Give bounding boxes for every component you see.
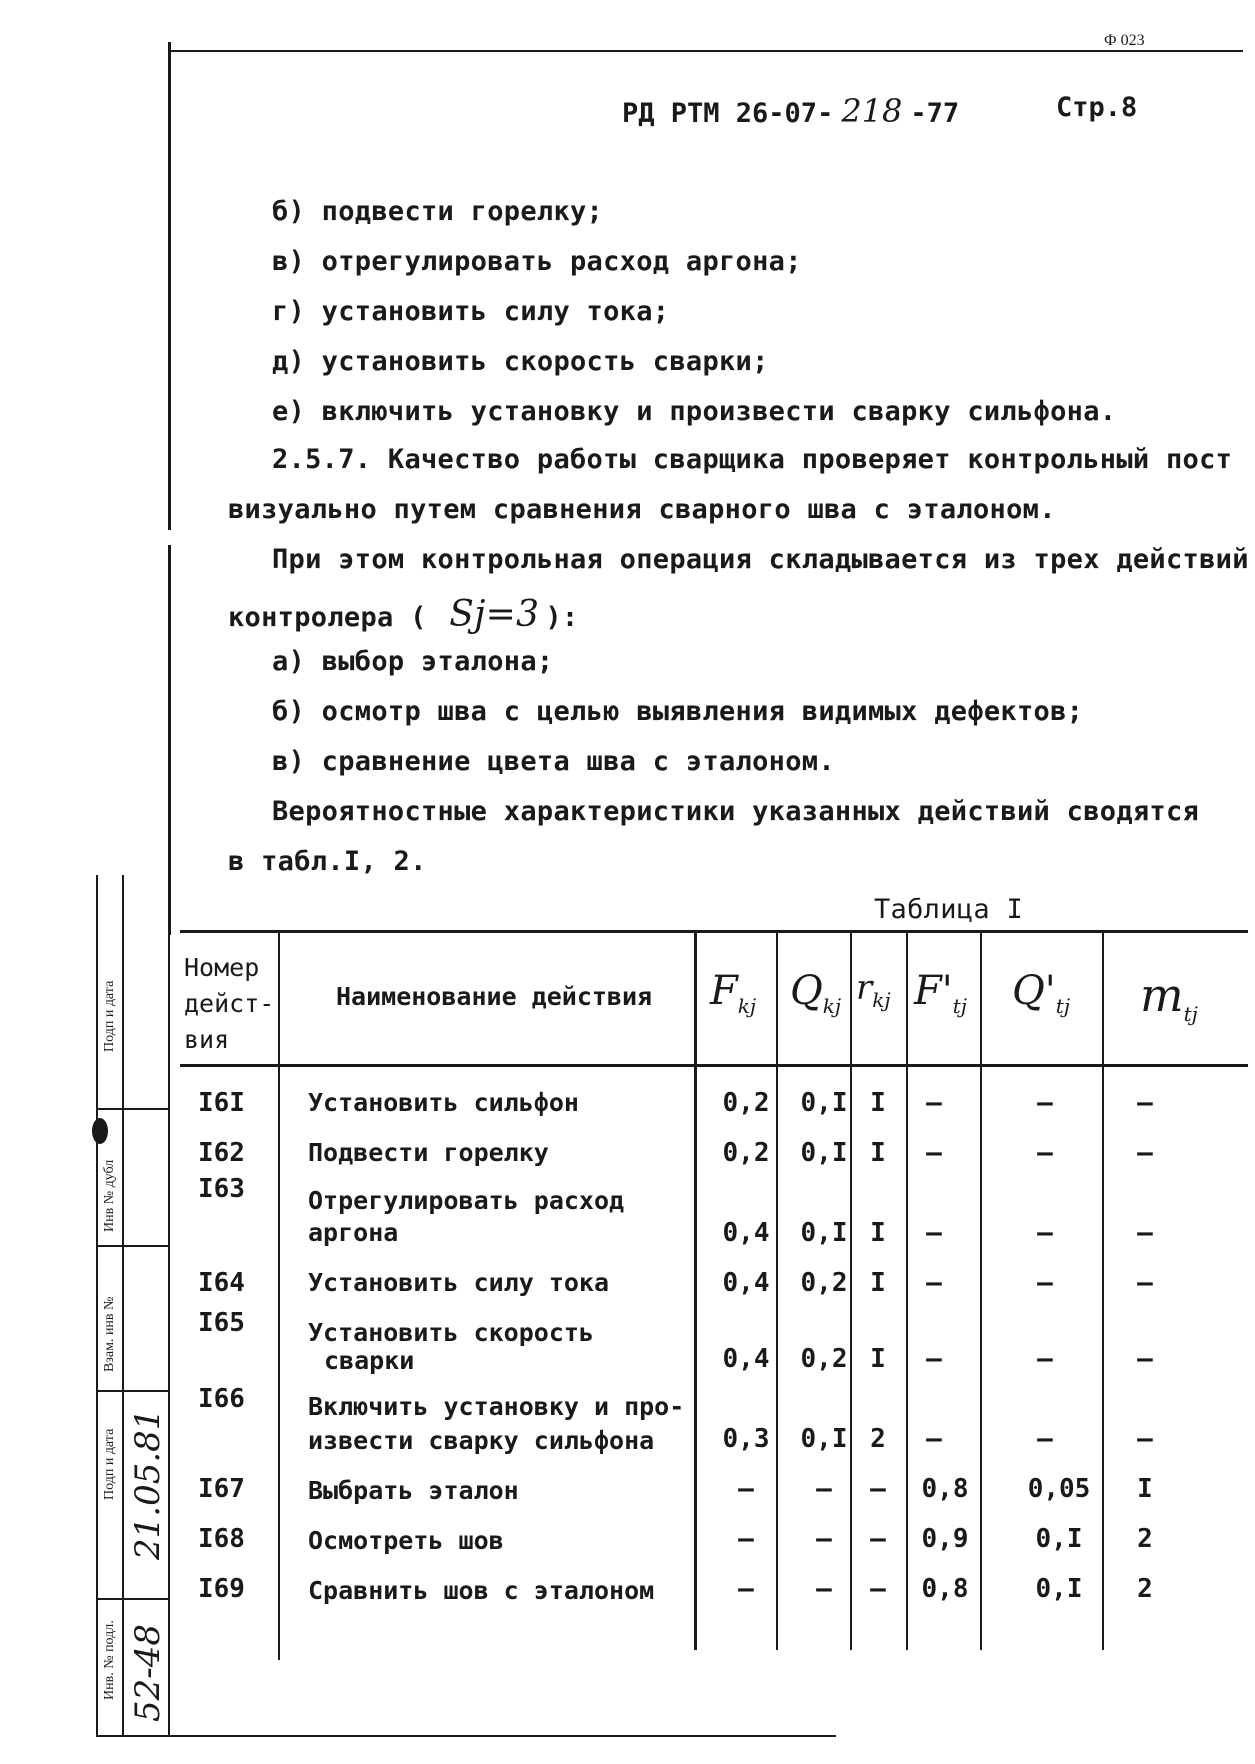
stamp-date-handwritten: 21.05.81	[128, 1408, 168, 1560]
controller-text: контролера (	[228, 602, 427, 633]
col-rule	[278, 930, 280, 1066]
stamp-sep	[96, 1245, 170, 1247]
corner-code: Ф 023	[1104, 32, 1145, 49]
cell-ft: –	[926, 1424, 942, 1454]
row-name: Отрегулировать расход	[308, 1186, 625, 1215]
cell-ft: 0,8	[921, 1574, 969, 1604]
stamp-sep	[96, 1108, 170, 1110]
punch-hole-mark	[92, 1118, 108, 1144]
row-number: I63	[198, 1174, 245, 1204]
header-number: Номер дейст- вия	[184, 953, 275, 1054]
row-name: аргона	[308, 1218, 399, 1247]
cell-ft: –	[926, 1344, 942, 1374]
row-name: Сравнить шов с эталоном	[308, 1576, 655, 1605]
list-line: в табл.I, 2.	[228, 846, 427, 877]
cell-ft: –	[926, 1088, 942, 1118]
row-name: Осмотреть шов	[308, 1526, 504, 1555]
cell-q: –	[816, 1474, 832, 1504]
row-number: I66	[198, 1384, 245, 1414]
cell-qt: –	[1037, 1268, 1053, 1298]
cell-r: I	[870, 1088, 886, 1118]
header-f-tj: $F'_{tj}$	[914, 968, 967, 1018]
left-margin-line	[168, 42, 171, 530]
stamp-right	[168, 935, 170, 1735]
cell-qt: 0,05	[1027, 1474, 1091, 1504]
body-line: б) подвести горелку;	[272, 196, 604, 227]
cell-f: 0,4	[722, 1218, 770, 1248]
cell-q: –	[816, 1574, 832, 1604]
row-number: I68	[198, 1524, 245, 1554]
cell-qt: –	[1037, 1218, 1053, 1248]
cell-r: I	[870, 1218, 886, 1248]
cell-ft: –	[926, 1218, 942, 1248]
body-line: е) включить установку и произвести сварку сильфона.	[272, 396, 1117, 427]
stamp-label: Подп и дата	[102, 1428, 117, 1500]
col-rule	[694, 930, 697, 1650]
row-number: I64	[198, 1268, 245, 1298]
col-rule	[278, 1066, 280, 1660]
table-header-rule	[180, 1064, 1248, 1067]
table-caption: Таблица I	[874, 894, 1023, 925]
stamp-sep	[96, 1598, 170, 1600]
cell-qt: –	[1037, 1138, 1053, 1168]
stamp-label: Взам. инв №	[102, 1296, 117, 1372]
cell-f: 0,2	[722, 1088, 770, 1118]
cell-f: 0,4	[722, 1344, 770, 1374]
cell-qt: 0,I	[1035, 1524, 1083, 1554]
list-line: б) осмотр шва с целью выявления видимых дефектов;	[272, 696, 1084, 727]
cell-m: –	[1137, 1218, 1153, 1248]
stamp-divider	[122, 875, 124, 1735]
row-name: Включить установку и про-	[308, 1392, 685, 1421]
cell-m: –	[1137, 1268, 1153, 1298]
row-number: I62	[198, 1138, 245, 1168]
cell-q: 0,2	[800, 1344, 848, 1374]
row-name: извести сварку сильфона	[308, 1426, 655, 1455]
cell-ft: 0,8	[921, 1474, 969, 1504]
col-rule	[1102, 930, 1104, 1650]
table-top-rule	[180, 930, 1248, 933]
body-line: визуально путем сравнения сварного шва с эталоном.	[228, 494, 1056, 525]
stamp-outer-left	[96, 875, 98, 1735]
row-name: Подвести горелку	[308, 1138, 549, 1167]
cell-ft: –	[926, 1268, 942, 1298]
cell-q: –	[816, 1524, 832, 1554]
cell-r: –	[870, 1474, 886, 1504]
row-name: Установить силу тока	[308, 1268, 610, 1297]
doc-number-handwritten: 218	[841, 92, 903, 130]
stamp-label: Подп и дата	[102, 980, 117, 1052]
body-line: При этом контрольная операция складывается из трех действий	[272, 544, 1249, 575]
body-line: в) отрегулировать расход аргона;	[272, 246, 802, 277]
controller-line	[228, 594, 578, 635]
cell-r: 2	[870, 1424, 886, 1454]
controller-close: ):	[545, 602, 579, 633]
row-name: Установить скорость	[308, 1318, 594, 1347]
row-number: I67	[198, 1474, 245, 1504]
header-m-tj: $m_{tj}$	[1140, 968, 1198, 1027]
cell-m: 2	[1137, 1524, 1153, 1554]
cell-m: –	[1137, 1344, 1153, 1374]
cell-f: –	[738, 1524, 754, 1554]
cell-r: –	[870, 1524, 886, 1554]
col-rule	[980, 930, 982, 1650]
cell-q: 0,I	[800, 1424, 848, 1454]
cell-qt: –	[1037, 1088, 1053, 1118]
row-number: I6I	[198, 1088, 245, 1118]
body-line: г) установить силу тока;	[272, 296, 670, 327]
cell-m: –	[1137, 1138, 1153, 1168]
page-number: Стр.8	[1056, 92, 1138, 123]
top-border	[168, 50, 1243, 52]
header-q-kj: $Q_{kj}$	[790, 968, 842, 1018]
left-margin-line-lower	[168, 545, 171, 935]
row-name: Установить сильфон	[308, 1088, 579, 1117]
row-name: сварки	[324, 1346, 415, 1375]
cell-f: 0,4	[722, 1268, 770, 1298]
cell-r: I	[870, 1138, 886, 1168]
body-line: 2.5.7. Качество работы сварщика проверяет контрольный пост	[272, 444, 1233, 475]
row-number: I65	[198, 1308, 245, 1338]
controller-handwritten: Sj=3	[449, 594, 540, 635]
cell-r: –	[870, 1574, 886, 1604]
row-number: I69	[198, 1574, 245, 1604]
cell-q: 0,2	[800, 1268, 848, 1298]
cell-f: –	[738, 1574, 754, 1604]
cell-q: 0,I	[800, 1088, 848, 1118]
cell-q: 0,I	[800, 1138, 848, 1168]
doc-suffix: -77	[910, 98, 960, 129]
cell-r: I	[870, 1344, 886, 1374]
cell-f: 0,2	[722, 1138, 770, 1168]
cell-m: 2	[1137, 1574, 1153, 1604]
cell-m: I	[1137, 1474, 1153, 1504]
cell-m: –	[1137, 1088, 1153, 1118]
cell-qt: –	[1037, 1344, 1053, 1374]
cell-f: –	[738, 1474, 754, 1504]
header-r-kj: $r_{kj}$	[856, 968, 891, 1012]
stamp-inv-handwritten: 52-48	[128, 1623, 168, 1722]
stamp-label: Инв № дубл	[102, 1159, 117, 1232]
doc-prefix: РД РТМ 26-07-	[622, 98, 834, 129]
cell-qt: 0,I	[1035, 1574, 1083, 1604]
stamp-label: Инв. № подл.	[102, 1620, 117, 1700]
cell-r: I	[870, 1268, 886, 1298]
cell-q: 0,I	[800, 1218, 848, 1248]
cell-m: –	[1137, 1424, 1153, 1454]
header-q-tj: $Q'_{tj}$	[1012, 968, 1071, 1018]
body-line: д) установить скорость сварки;	[272, 346, 769, 377]
stamp-sep	[96, 1390, 170, 1392]
doc-header	[622, 92, 959, 130]
list-line: в) сравнение цвета шва с эталоном.	[272, 746, 835, 777]
cell-qt: –	[1037, 1424, 1053, 1454]
header-name: Наименование действия	[336, 982, 653, 1011]
cell-f: 0,3	[722, 1424, 770, 1454]
row-name: Выбрать эталон	[308, 1476, 519, 1505]
header-f-kj: $F_{kj}$	[710, 968, 757, 1018]
col-rule	[776, 930, 778, 1650]
list-line: Вероятностные характеристики указанных действий сводятся	[272, 796, 1200, 827]
cell-ft: 0,9	[921, 1524, 969, 1554]
cell-ft: –	[926, 1138, 942, 1168]
bottom-border	[96, 1735, 836, 1737]
list-line: а) выбор эталона;	[272, 646, 554, 677]
col-rule	[906, 930, 908, 1650]
